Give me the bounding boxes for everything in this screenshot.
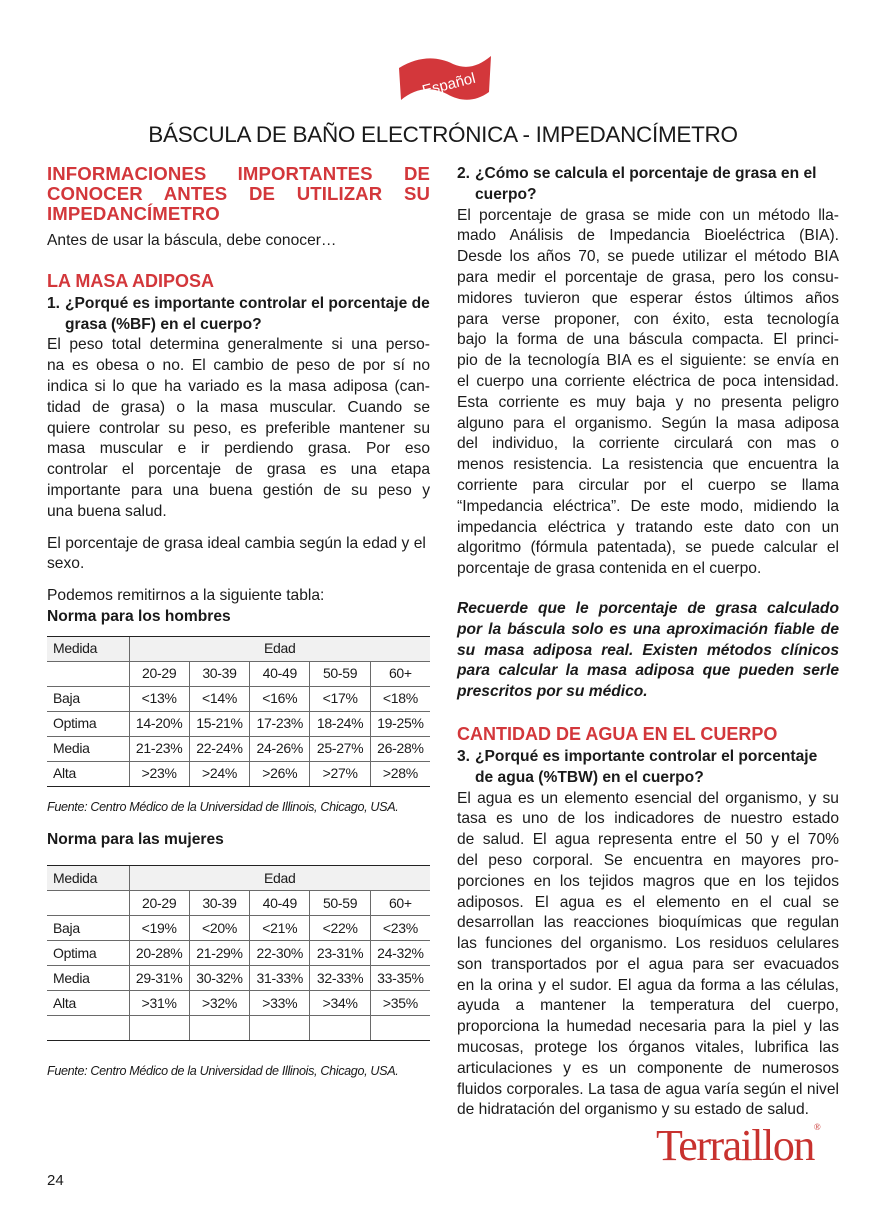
paragraph-ideal-fat: El porcentaje de grasa ideal cambia según la edad y el sexo. <box>47 534 426 573</box>
men-table-title: Norma para los hombres <box>47 607 231 625</box>
table-row: Media 29-31% 30-32% 31-33% 32-33% 33-35% <box>47 966 430 991</box>
paragraph-table-ref: Podemos remitirnos a la siguiente tabla: <box>47 587 325 605</box>
note-approximation: Recuerde que le porcentaje de grasa calculado por la báscula solo es una aproximación fiable de su masa adiposa real. Existen métodos clínicos para calcular la masa adiposa que pueden serle prescritos por su médico. <box>457 599 839 701</box>
flag-label: Español <box>420 69 478 100</box>
question-3: 3. ¿Porqué es importante controlar el porcentaje de agua (%TBW) en el cuerpo? <box>457 747 818 786</box>
section-heading-fat: LA MASA ADIPOSA <box>47 270 215 291</box>
left-column <box>47 164 430 1082</box>
table-row: Baja <19% <20% <21% <22% <23% <box>47 916 430 941</box>
language-flag <box>397 52 493 108</box>
age-groups-row: 20-29 30-39 40-49 50-59 60+ <box>47 661 430 686</box>
terraillon-logo: Terraillon® <box>656 1121 820 1170</box>
table-header-row: Medida Edad <box>47 866 430 891</box>
question-1: 1. ¿Porqué es importante controlar el porcentaje de grasa (%BF) en el cuerpo? <box>47 294 430 333</box>
age-groups-row: 20-29 30-39 40-49 50-59 60+ <box>47 891 430 916</box>
table-row: Alta >31% >32% >33% >34% >35% <box>47 991 430 1016</box>
men-table-source: Fuente: Centro Médico de la Universidad de Illinois, Chicago, USA. <box>47 799 399 814</box>
paragraph-bia: El porcentaje de grasa se mide con un método lla- mado Análisis de Impedancia Bioeléctrica (BIA). Desde los años 70, se puede utilizar el método BIA para medir el porcentaje de grasa, pero los consu- midores tuvieron que esperar éstos últimos años para verse proponer, con éxito, esta tecnología bajo la forma de una báscula compacta. El princi- pio de la tecnología BIA es el siguiente: se envía en el cuerpo una corriente eléctrica de poca intensidad. Esta corriente es muy baja y no presenta peligro alguno para el organismo. Según la masa adiposa del individuo, la corriente circulará con mas o menos resistencia. La resistencia que encuentra la corriente para circular por el cuerpo se llama “Impedancia eléctrica”. De este modo, midiendo la impedancia eléctrica y tratando este dato con un algoritmo (fórmula patentada), se puede calcular el porcentaje de grasa contenida en el cuerpo. <box>457 206 839 578</box>
table-row: Optima 20-28% 21-29% 22-30% 23-31% 24-32% <box>47 941 430 966</box>
women-norm-table <box>47 865 430 1041</box>
section-heading-water: CANTIDAD DE AGUA EN EL CUERPO <box>457 723 778 744</box>
table-row: Alta >23% >24% >26% >27% >28% <box>47 761 430 786</box>
table-spacer-row <box>47 1016 430 1041</box>
men-norm-table <box>47 636 430 787</box>
right-column <box>457 164 839 1121</box>
table-row: Media 21-23% 22-24% 24-26% 25-27% 26-28% <box>47 736 430 761</box>
intro-text: Antes de usar la báscula, debe conocer… <box>47 232 337 249</box>
women-table-source: Fuente: Centro Médico de la Universidad de Illinois, Chicago, USA. <box>47 1064 399 1079</box>
women-table-title: Norma para las mujeres <box>47 830 224 848</box>
paragraph-water: El agua es un elemento esencial del organismo, y su tasa es uno de los indicadores de nuestro estado de salud. El agua representa entre el 50 y el 70% del peso corporal. Se encuentra en mayores pro- porciones en los tejidos magros que en los tejidos adiposos. El agua es el elemento en el cual se desarrollan las reacciones bioquímicas que regulan las funciones del organismo. Los residuos celulares son transportados por el agua para ser evacuados en la orina y el sudor. El agua da forma a las células, ayuda a mantener la temperatura del cuerpo, proporciona la humedad necesaria para la piel y las mucosas, protege los órganos vitales, lubrifica las articulaciones y es un componente de numerosos fluidos corporales. La tasa de agua varía según el nivel de hidratación del organismo y su estado de salud. <box>457 789 839 1119</box>
page-title: BÁSCULA DE BAÑO ELECTRÓNICA - IMPEDANCÍMETRO <box>148 122 738 147</box>
table-row: Baja <13% <14% <16% <17% <18% <box>47 686 430 711</box>
question-2: 2. ¿Cómo se calcula el porcentaje de grasa en el cuerpo? <box>457 165 817 203</box>
table-row: Optima 14-20% 15-21% 17-23% 18-24% 19-25% <box>47 711 430 736</box>
main-heading: INFORMACIONES IMPORTANTES DE CONOCER ANTES DE UTILIZAR SU IMPEDANCÍMETRO <box>47 163 430 224</box>
table-header-row: Medida Edad <box>47 636 430 661</box>
flag-shape <box>397 52 493 108</box>
paragraph-body-fat: El peso total determina generalmente si una perso- na es obesa o no. El cambio de peso de por sí no indica si lo que ha variado es la masa adiposa (can- tidad de grasa) o la masa muscular. Cuando se quiere controlar su peso, es preferible mantener su masa muscular e ir perdiendo grasa. Por eso controlar el porcentaje de grasa es una etapa importante para una buena gestión de su peso y una buena salud. <box>47 336 430 520</box>
page-number: 24 <box>47 1172 64 1189</box>
